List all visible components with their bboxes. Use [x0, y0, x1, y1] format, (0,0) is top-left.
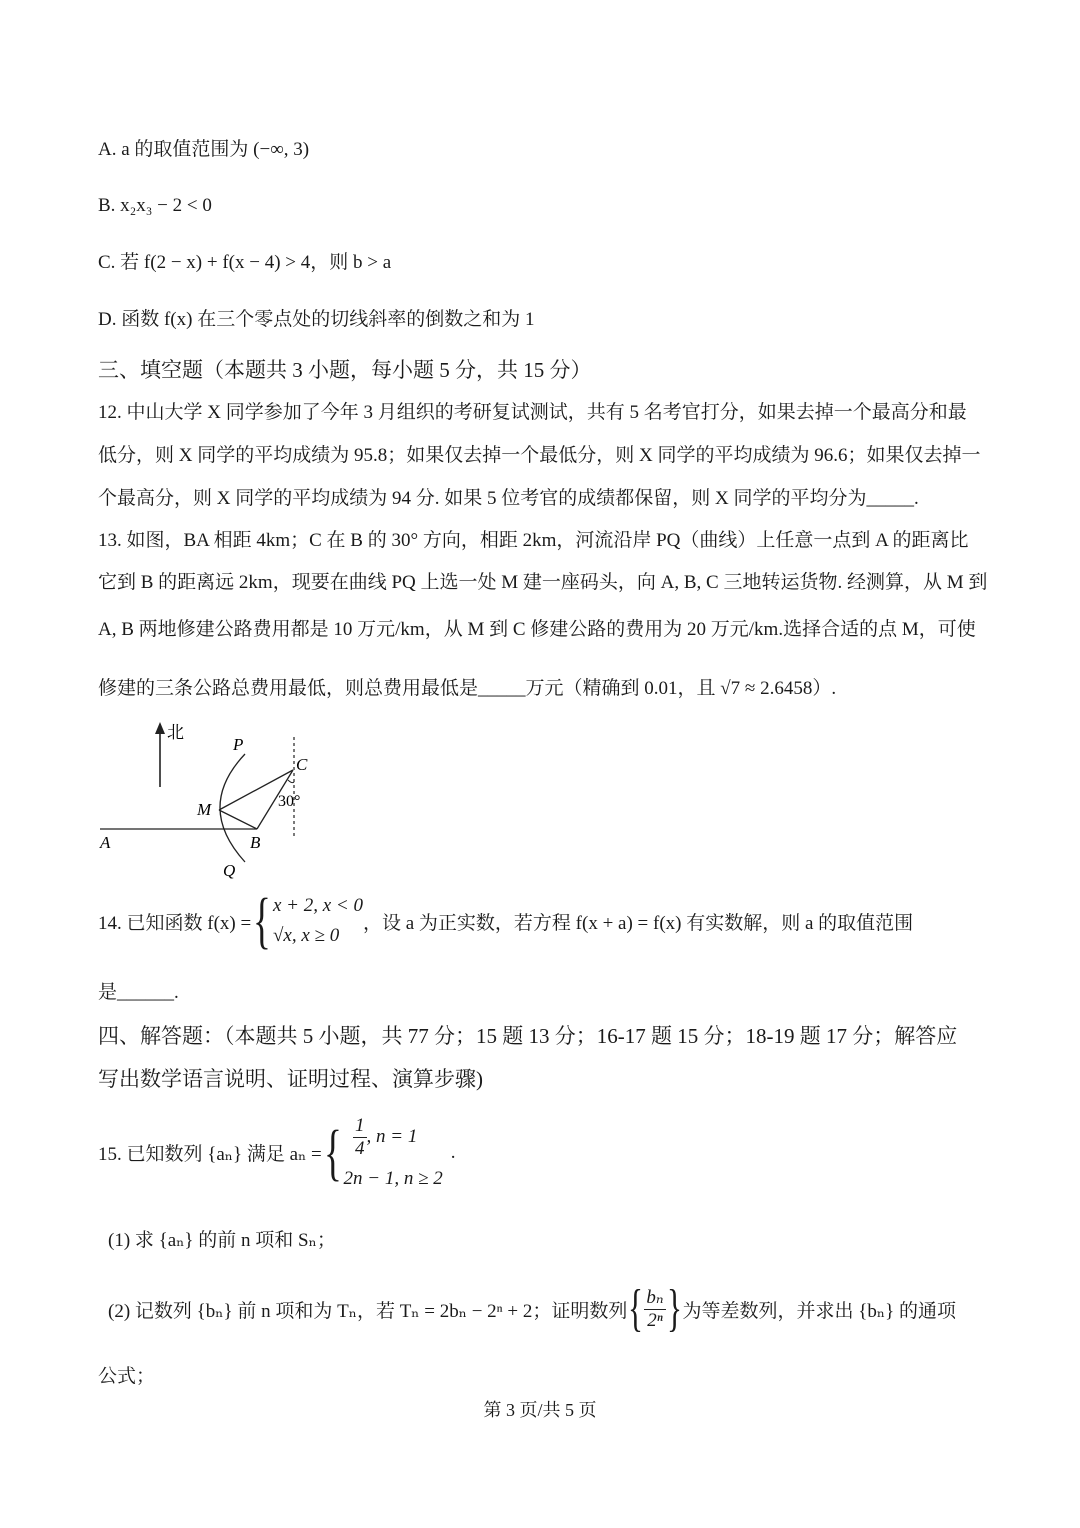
frac-den: 4: [355, 1138, 365, 1159]
q15-case1: [344, 1115, 443, 1160]
page-footer: 第 3 页/共 5 页: [483, 1400, 597, 1420]
q15-part2-text: 为等差数列，并求出 {bₙ} 的通项: [682, 1300, 956, 1322]
brace-close-icon: }: [666, 1280, 682, 1337]
q15-part2-end: 公式；: [98, 1366, 156, 1387]
line-mb: [219, 810, 257, 829]
q12-line: 个最高分，则 X 同学的平均成绩为 94 分. 如果 5 位考官的成绩都保留，则 X 同学的平均分为_____.: [98, 488, 919, 509]
brace-icon: {: [628, 1280, 644, 1337]
q14-case1: x + 2, x < 0: [272, 895, 363, 916]
label-c: C: [296, 755, 308, 774]
angle-label: 30°: [278, 793, 301, 810]
section-heading-solve: 写出数学语言说明、证明过程、演算步骤): [98, 1067, 483, 1091]
q12-line: 12. 中山大学 X 同学参加了今年 3 月组织的考研复试测试，共有 5 名考官打分，如果去掉一个最高分和最: [98, 402, 967, 423]
label-a: A: [100, 833, 111, 852]
q15-case1-tail: , n = 1: [366, 1125, 418, 1147]
q13-line: 13. 如图，BA 相距 4km；C 在 B 的 30° 方向，相距 2km，河流沿岸 PQ（曲线）上任意一点到 A 的距离比: [98, 530, 969, 551]
section-heading-fill-blank: 三、填空题（本题共 3 小题，每小题 5 分，共 15 分）: [98, 358, 592, 382]
q12-line: 低分，则 X 同学的平均成绩为 95.8；如果仅去掉一个最低分，则 X 同学的平均成绩为 96.6；如果仅去掉一: [98, 445, 981, 466]
frac-num: 1: [355, 1115, 365, 1136]
frac-den: 2ⁿ: [647, 1309, 663, 1331]
q15-part2-text: (2) 记数列 {bₙ} 前 n 项和为 Tₙ，若 Tₙ = 2bₙ − 2ⁿ + 2；证明数列: [108, 1300, 628, 1322]
brace-icon: {: [323, 1118, 342, 1187]
q15-cases: [344, 1115, 443, 1190]
option-b: B. x₂x₃ − 2 < 0: [98, 195, 212, 216]
angle-arc: [288, 780, 294, 783]
q15-part1: (1) 求 {aₙ} 的前 n 项和 Sₙ；: [108, 1230, 336, 1251]
q15-case2: 2n − 1, n ≥ 2: [343, 1168, 443, 1189]
label-p: P: [233, 735, 244, 754]
q14-line2: 是______.: [98, 982, 179, 1003]
q14-cases: [273, 895, 363, 947]
q15-suffix: .: [450, 1141, 456, 1163]
north-label: 北: [167, 723, 184, 742]
option-d: D. 函数 f(x) 在三个零点处的切线斜率的倒数之和为 1: [98, 309, 535, 330]
option-a: A. a 的取值范围为 (−∞, 3): [98, 139, 310, 160]
frac-num: bₙ: [646, 1286, 664, 1308]
q15-prefix: 15. 已知数列 {aₙ} 满足 aₙ =: [98, 1144, 322, 1165]
label-b: B: [250, 833, 261, 852]
q13-line: 它到 B 的距离远 2km，现要在曲线 PQ 上选一处 M 建一座码头，向 A, B, C 三地转运货物. 经测算，从 M 到: [98, 572, 988, 593]
q15-statement: [98, 1115, 456, 1190]
q15-part2: [108, 1280, 956, 1337]
q13-line: A, B 两地修建公路费用都是 10 万元/km，从 M 到 C 修建公路的费用为 20 万元/km.选择合适的点 M，可使: [98, 619, 976, 640]
q13-line: 修建的三条公路总费用最低，则总费用最低是_____万元（精确到 0.01，且 √7 ≈ 2.6458）.: [98, 678, 837, 699]
north-arrowhead-icon: [155, 722, 165, 734]
q14-suffix: ，设 a 为正实数，若方程 f(x + a) = f(x) 有实数解，则 a 的取值范围: [362, 912, 914, 934]
q14-case2: √x, x ≥ 0: [272, 925, 340, 946]
section-heading-solve: 四、解答题：（本题共 5 小题，共 77 分；15 题 13 分；16-17 题 15 分；18-19 题 17 分；解答应: [98, 1024, 958, 1048]
q14-prefix: 14. 已知函数 f(x) =: [98, 912, 252, 934]
label-m: M: [197, 800, 212, 819]
q13-figure: [95, 712, 325, 882]
label-q: Q: [223, 861, 236, 880]
option-c: C. 若 f(2 − x) + f(x − 4) > 4，则 b > a: [98, 252, 392, 273]
brace-icon: {: [253, 887, 272, 955]
q14-statement: [98, 887, 914, 955]
